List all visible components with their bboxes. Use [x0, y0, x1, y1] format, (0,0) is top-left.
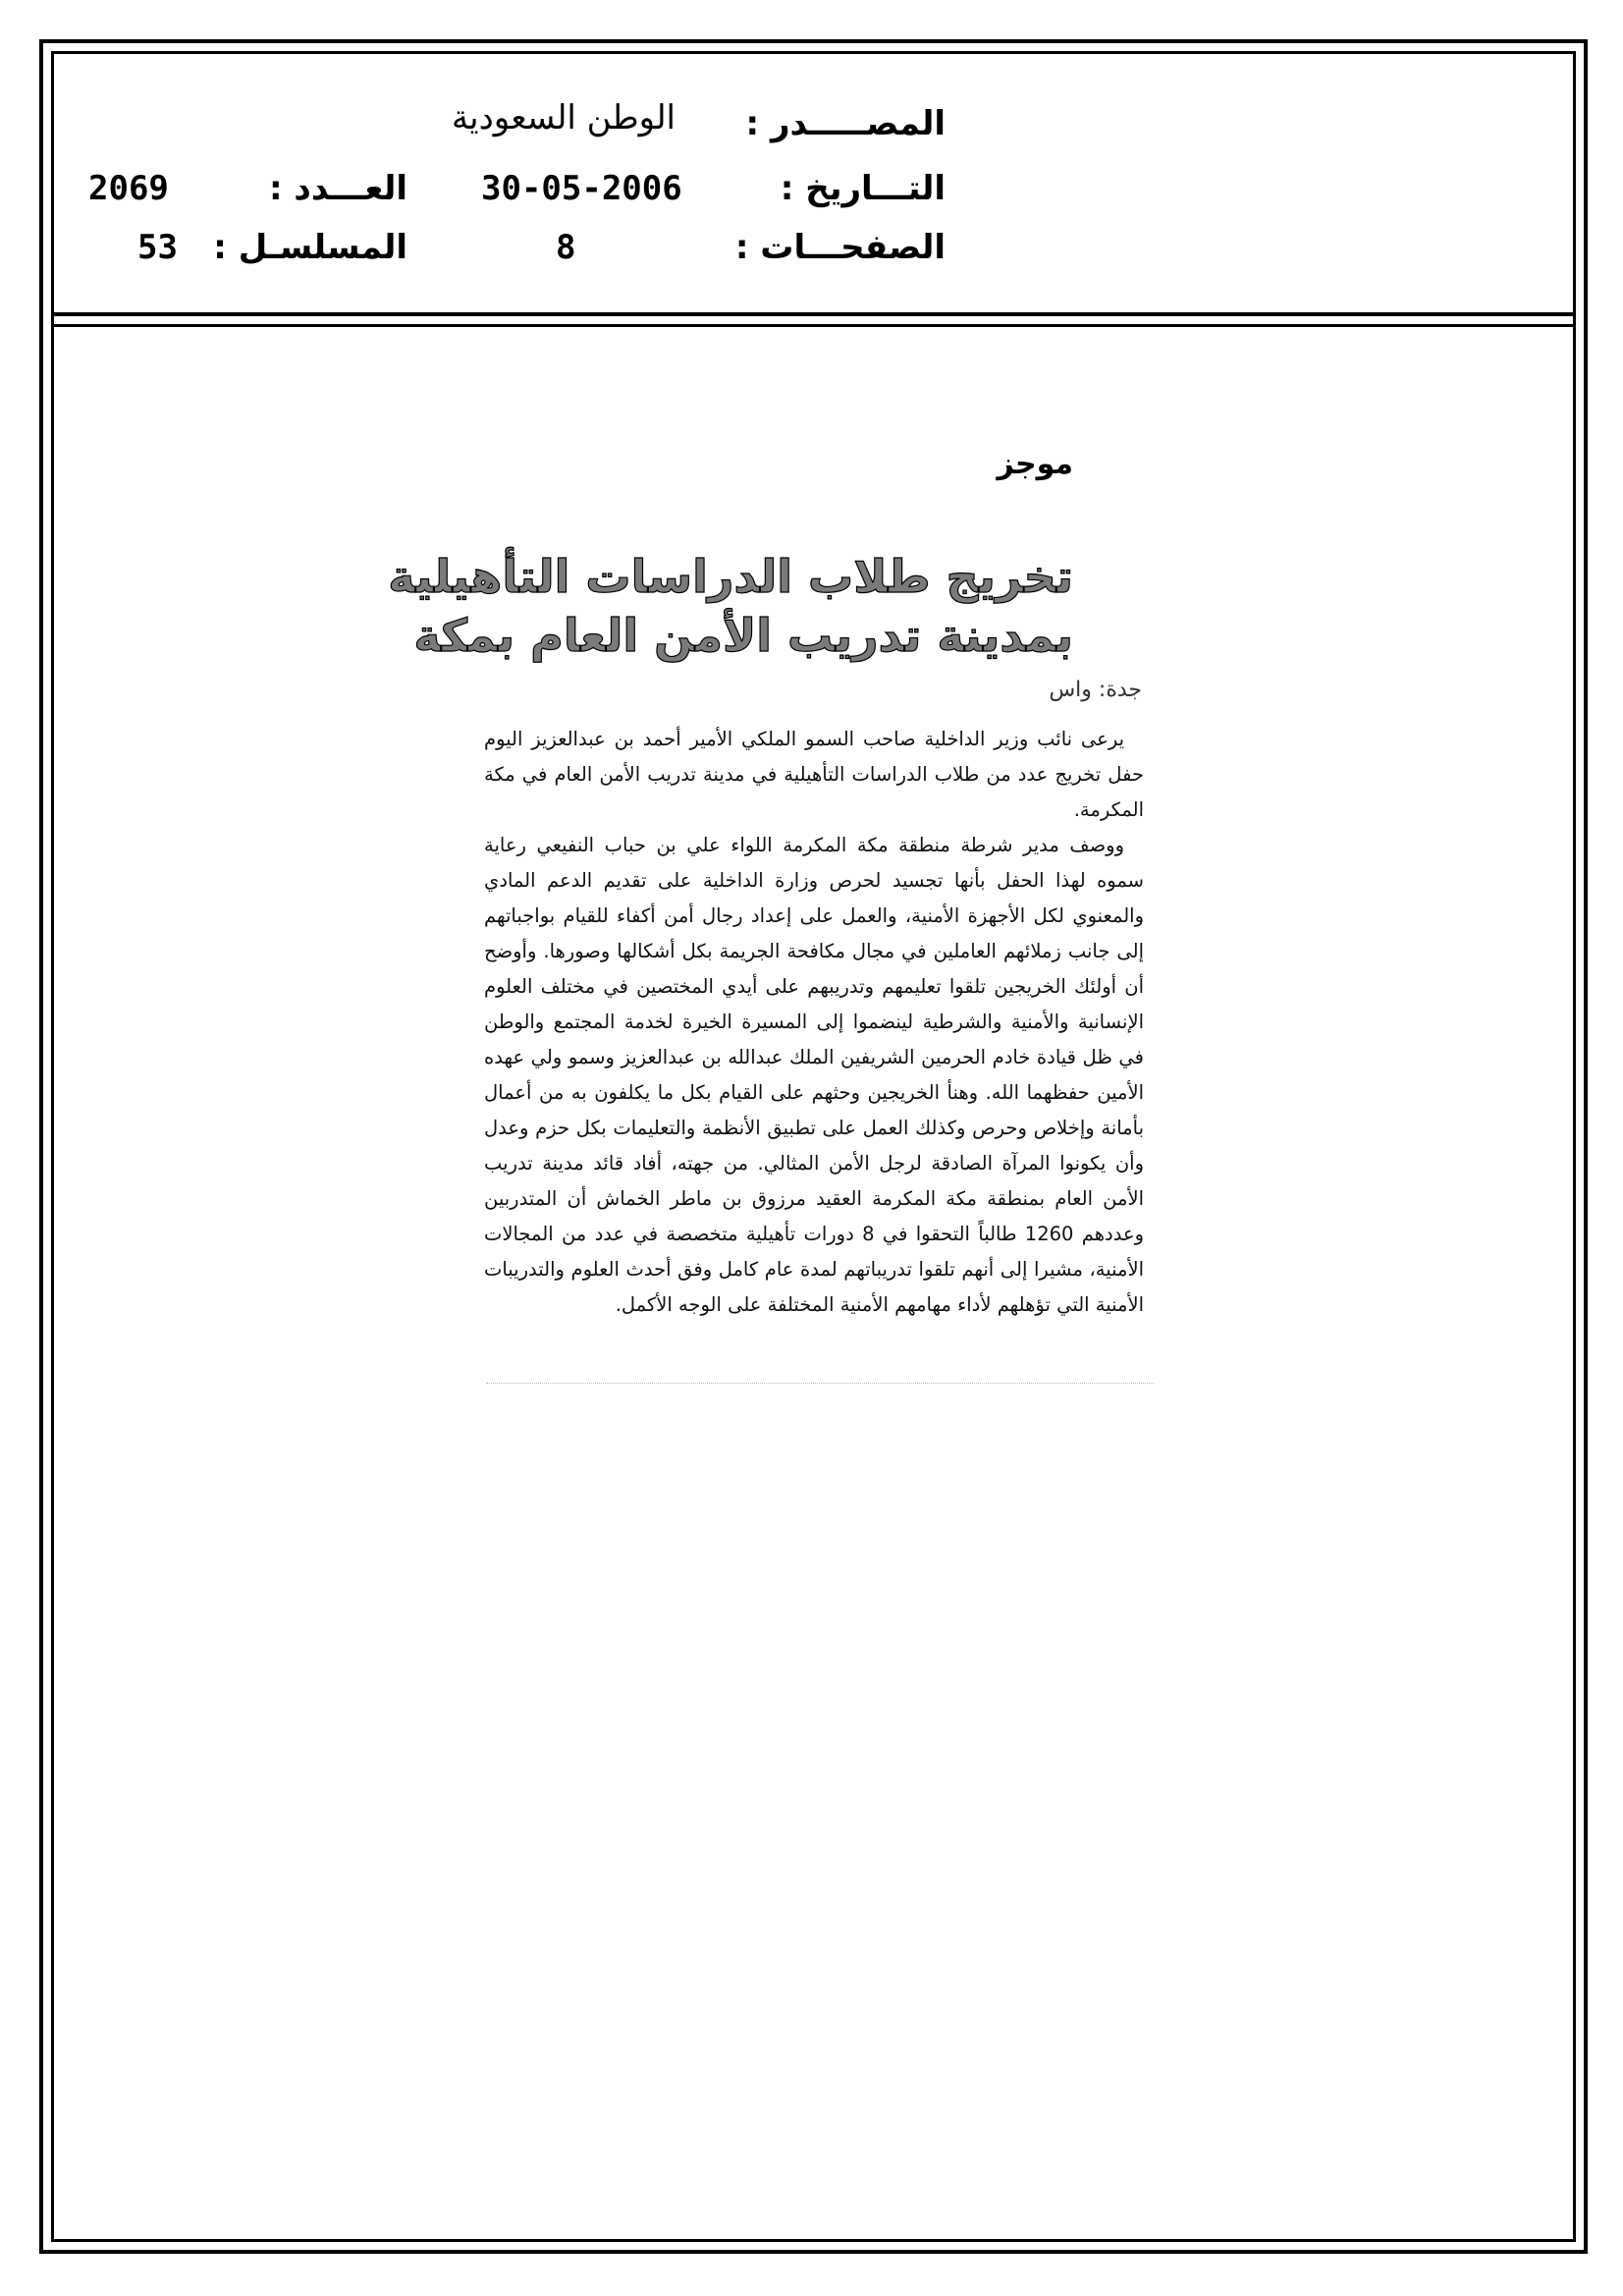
source-value: الوطن السعودية	[451, 98, 676, 137]
article-paragraph-2: ووصف مدير شرطة منطقة مكة المكرمة اللواء علي بن حباب النفيعي رعاية سموه لهذا الحفل بأنها تجسيد لحرص وزارة الداخلية على تقديم الدعم المادي والمعنوي لكل الأجهزة الأمنية، والعمل على إعداد رجال أمن أكفاء للقيام بواجباتهم إلى جانب زملائهم العاملين في مجال مكافحة الجريمة بكل أشكالها وصورها. وأوضح أن أولئك الخريجين تلقوا تعليمهم وتدريبهم على أيدي المختصين في مختلف العلوم الإنسانية والأمنية والشرطية لينضموا إلى المسيرة الخيرة لخدمة المجتمع والوطن في ظل قيادة خادم الحرمين الشريفين الملك عبدالله بن عبدالعزيز وسمو ولي عهده الأمين حفظهما الله. وهنأ الخريجين وحثهم على القيام بكل ما يكلفون به من أعمال بأمانة وإخلاص وحرص وكذلك العمل على تطبيق الأنظمة والتعليمات بكل حزم وعدل وأن يكونوا المرآة الصادقة لرجل الأمن المثالي. من جهته، أفاد قائد مدينة تدريب الأمن العام بمنطقة مكة المكرمة العقيد مرزوق بن ماطر الخماش أن المتدربين وعددهم 1260 طالباً التحقوا في 8 دورات تأهيلية متخصصة في عدد من المجالات الأمنية، مشيرا إلى أنهم تلقوا تدريباتهم لمدة عام كامل وفق أحدث العلوم والتدريبات الأمنية التي تؤهلهم لأداء مهامهم الأمنية المختلفة على الوجه الأكمل.	[484, 834, 1144, 1316]
article-headline-line1: تخريج طلاب الدراسات التأهيلية	[388, 550, 1073, 603]
article-headline-line2: بمدينة تدريب الأمن العام بمكة	[413, 609, 1073, 662]
pages-value: 8	[556, 228, 576, 267]
date-label: التـــاريخ :	[780, 169, 946, 208]
issue-value: 2069	[88, 169, 169, 208]
header-divider-inner	[51, 324, 1576, 327]
article-body	[484, 722, 1144, 1323]
source-label: المصـــــدر :	[745, 104, 946, 143]
article-byline: جدة: واس	[1049, 678, 1142, 702]
serial-value: 53	[137, 228, 178, 267]
pages-label: الصفحـــات :	[734, 228, 946, 267]
date-value: 30-05-2006	[481, 169, 682, 208]
serial-label: المسلسـل :	[213, 228, 407, 267]
header-divider	[51, 312, 1576, 316]
section-tag: موجز	[997, 447, 1073, 481]
article-paragraph-1: يرعى نائب وزير الداخلية صاحب السمو الملكي الأمير أحمد بن عبدالعزيز اليوم حفل تخريج عدد من طلاب الدراسات التأهيلية في مدينة تدريب الأمن العام في مكة المكرمة.	[484, 728, 1144, 821]
clipping-edge	[486, 1383, 1154, 1384]
issue-label: العـــدد :	[269, 169, 407, 208]
